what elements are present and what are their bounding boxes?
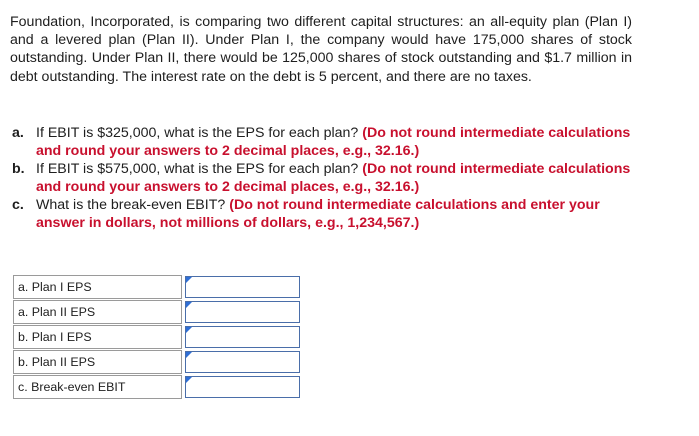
question-letter: c. [12,197,24,213]
answer-row-label: a. Plan II EPS [14,301,182,324]
question-text: If EBIT is $575,000, what is the EPS for each plan? [36,161,359,177]
question-letter: a. [12,125,24,141]
answer-row-label: c. Break-even EBIT [14,376,182,399]
answer-cell [182,326,301,349]
flag-icon [186,377,192,383]
flag-icon [186,352,192,358]
answer-row [14,326,301,349]
answer-row-label: a. Plan I EPS [14,276,182,299]
question-instruction: (Do not round intermediate calculations and round your answers to 2 decimal places, e.g., 32.16.) [36,125,631,159]
answer-table [13,275,301,399]
answer-row [14,351,301,374]
answer-cell [182,276,301,299]
question-list [10,124,650,232]
answer-cell [182,376,301,399]
question-text: If EBIT is $325,000, what is the EPS for each plan? [36,125,359,141]
question-text: What is the break-even EBIT? [36,197,226,213]
answer-cell [182,301,301,324]
flag-icon [186,327,192,333]
question-c [10,196,650,232]
answer-row-label: b. Plan II EPS [14,351,182,374]
plan-2-eps-a-input[interactable] [185,301,300,323]
question-instruction: (Do not round intermediate calculations and enter your answer in dollars, not millions of dollars, e.g., 1,234,567.) [36,197,600,231]
question-b [10,160,650,196]
answer-cell [182,351,301,374]
question-letter: b. [12,161,25,177]
problem-intro: Foundation, Incorporated, is comparing two different capital structures: an all-equity plan (Plan I) and a levered plan (Plan II). Under Plan I, the company would have 175,000 shares of stock outstanding. Under Plan II, there would be 125,000 shares of stock outstanding and $1.7 million in debt outstanding. The interest rate on the debt is 5 percent, and there are no taxes. [10,14,632,85]
break-even-ebit-input[interactable] [185,376,300,398]
plan-1-eps-b-input[interactable] [185,326,300,348]
question-a [10,124,650,160]
question-instruction: (Do not round intermediate calculations and round your answers to 2 decimal places, e.g., 32.16.) [36,161,631,195]
plan-1-eps-a-input[interactable] [185,276,300,298]
answer-row [14,276,301,299]
answer-row [14,301,301,324]
plan-2-eps-b-input[interactable] [185,351,300,373]
flag-icon [186,302,192,308]
flag-icon [186,277,192,283]
answer-row-label: b. Plan I EPS [14,326,182,349]
answer-row [14,376,301,399]
